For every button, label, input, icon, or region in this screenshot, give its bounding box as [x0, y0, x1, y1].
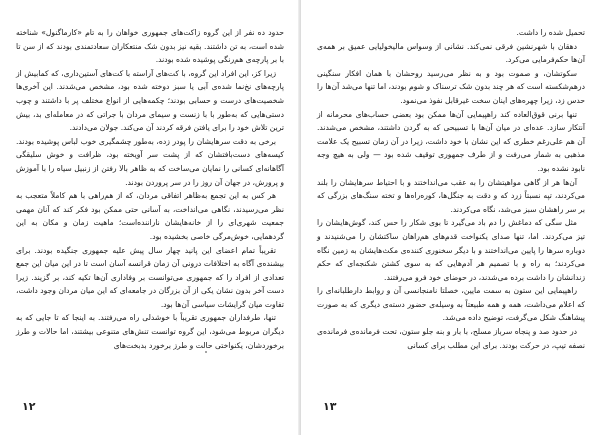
right-page: [301, 0, 601, 435]
paragraph: راهپیمایی این ستون به سمت مایین، خصلتا نامنجانسی آن و روابط دارطلبانه‌ای را که اعلام می‌داشت، همه و همه طبیعتاً به وسیله‌ی حضور دسته‌ی دیگری که به صورت پیشاهنگ شکل می‌گرفت، توضیح داده می‌شد.: [317, 286, 585, 323]
paragraph: تحمیل شده را داشت.: [516, 28, 585, 37]
paragraph: حدود ده نفر از این گروه زاکت‌های جمهوری خواهان را به تام «کارماگنول» شناخته شده است، به تن داشتند. بقیه نیز بدون شک منتعکاران سعادتمندی بودند که از سن تا با بر پارچه‌ی هم‌رنگی پوشیده شده بودند.: [16, 28, 284, 65]
paragraph: سکوتشان، و صموت بود و به نظر می‌رسید روحشان با همان افکار سنگینی درهم‌شکسته است که هر چند بدون شک ترسناک و شوم بودند، اما تنها می‌شد آن‌ها را حدس زد، زیرا چهره‌های اینان سخت غیرقابل نفوذ می‌نمود.: [317, 68, 585, 105]
left-page-text: [16, 26, 284, 352]
paragraph: دهقان با شهرنشین فرقی نمی‌کند. نشانی از وسواس مالیخولیایی عمیق بر همه‌ی آن‌ها حکم‌فرمایی می‌کرد.: [317, 41, 585, 65]
print-speck: [205, 351, 207, 353]
paragraph: تقریباً تمام اعضای این پانید چهار سال پیش علیه جمهوری جنگیده بودند. برای بیشنده‌ی آگاه به اختلافات درونی آن زمان قرانسه آسان است تا در این میان این جمع تعدادی از افراد را که جمهوری می‌توانست بر وفاداری آن‌ها تکیه کند، بر گزیند. زیرا دست آخر بدون نشان‌ یکی از آن بزرگان در جامعه‌ای که این میان مردان وجود داشت، تفاوت میان گرایشات سیاسی آن‌ها بود.: [16, 245, 284, 309]
paragraph: زیرا کز، این افراد این گروه، با کت‌های آراسته با کت‌های آستین‌داری، که کمابیش از پارچه‌های نخ‌نما شده‌ی آبی یا سبز دوخته شده بود، مشخص می‌شدند. این آخری‌ها شخصیت‌های درست و حسابی بودند؛ چکمه‌هایی از انواع مختلف پر با داشتند و چوب دستی‌هایی که به‌طور با با زنست و سیمای مردان با جراتی که در معامله‌ای بد، بیش ترین تلاش خود را برای یافتن فرقه کردند آن می‌کند. جولان می‌دادند.: [16, 68, 284, 133]
right-page-text: [317, 26, 585, 352]
page-number: ۱۲: [22, 400, 36, 413]
paragraph: هر کس به این تجمع به‌ظاهر اتفاقی مردان، که از هم‌راهی با هم کاملاً متعجب به نظر می‌رسیدند، نگاهی می‌انداخت، به آسانی حتی ممکن بود فکر کند که آنان مهمی جمعیت شهری‌ای را از خانه‌هایشان ناراننده‌است؛ ماهیت زمان و مکان به این گردهمایی، خوش‌مرگی خاصی بخشیده بود.: [16, 191, 284, 241]
paragraph: برخی به دقت سرهایشان را پودر زده، به‌طور چشمگیری خوب لباس پوشیده بودند. کیسه‌های دست‌بافتشان که از پشت سر آویخته بود، ظرافت و خوش سلیقگی آگاهانه‌ای کسانی را نمایان می‌ساخت که به ظاهر بالا رفتن از زنبیل سیاه را با آموزش و پرورش، در جهان آن روز را در سر پروردن بودند.: [16, 136, 284, 187]
paragraph: آن‌ها هر از گاهی مواهیتشان را به عقب می‌انداختند و با احتیاط سرهایشان را بلند می‌کردند، تپه نسبتاً زرد که و دقت به جنگل‌ها، کوره‌راه‌ها و تخته سنگ‌های بزرگی که بر سر راهشان سبز می‌شد، نگاه می‌کردند.: [317, 177, 585, 214]
left-page: [0, 0, 300, 435]
paragraph: مثل سگی که دماغش را دم باد می‌گیرد تا بوی شکار را حس کند، گوش‌هایشان را تیز می‌کردند. اما، تنها صدای یکنواخت قدم‌های هم‌راهان ساکتشان را می‌شنیدند و دوباره سرها را پایین می‌انداختند و با دیگر سخنوری کننده‌ی مکث‌هایشان به زمین نگاه می‌کردند؛ به راه و با تصمیم هر آدم‌هایی که به سوی کشتن شکنجه‌ای که حکم زندانشان را داشت برده می‌شدند، در حوضای خود فرو می‌رفتند.: [317, 218, 585, 282]
paragraph: در حدود صد و پنجاه سرباز مسلح، با بار و بنه جلو ستون، تحت فرمانده‌ی فرمانده‌ی نصفه‌ تیپ، در حرکت بودند. برای این مطلب برای کسانی: [317, 327, 585, 350]
paragraph: تنها، طرفداران جمهوری تقریباً با خوشدلی راه می‌رفتند. به اینجا که تا جایی که به دیگران مربوط می‌شود، این گروه توانست تنش‌های متنوعی بیشتند، اما حالات و طرز برخوردشان، یکنواختی حالت و طرز برخورد بدبخت‌های: [16, 313, 284, 350]
page-number: ۱۳: [323, 400, 337, 413]
paragraph: تنها برنی قوق‌العاده کند راهپیمایی آن‌ها ممکن بود بعضی حساب‌های محرمانه از آنتکار سازد. عده‌ای در میان آن‌ها با تسبیحی که به گردن داشتند، مشخص می‌شدند. آن هم علی‌رغم خطری که این نشان با خود داشت، زیرا در آن زمان تسبیح یک علامت مذهبی به شمار می‌رفت و از طرف جمهوری توقیف شده بود — ولی به هیچ وجه نابود نشده بود.: [317, 109, 585, 173]
